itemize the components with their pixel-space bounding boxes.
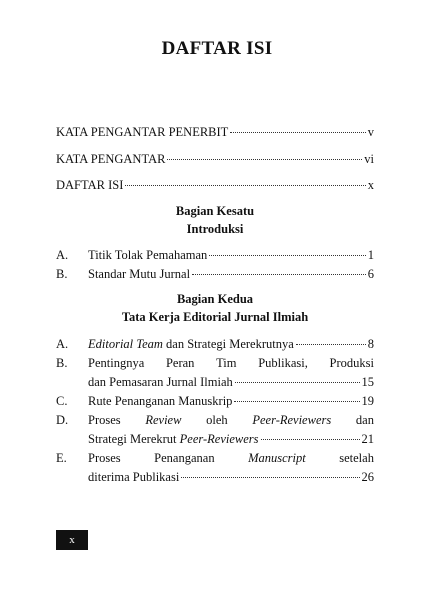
part1-subheading: Introduksi bbox=[186, 222, 244, 236]
toc-entry-page: 1 bbox=[367, 248, 374, 262]
toc-entry-editorial-team[interactable] bbox=[88, 336, 374, 352]
dot-leader bbox=[235, 381, 360, 383]
toc-entry-daftar-isi[interactable] bbox=[56, 177, 374, 193]
toc-entry-label: DAFTAR ISI bbox=[56, 178, 124, 192]
toc-entry-label: KATA PENGANTAR PENERBIT bbox=[56, 125, 229, 139]
toc-letter: E. bbox=[56, 451, 67, 465]
toc-entry-penanganan-manuscript[interactable] bbox=[88, 469, 374, 485]
toc-entry-label: Titik Tolak Pemahaman bbox=[88, 248, 208, 262]
toc-entry-label: KATA PENGANTAR bbox=[56, 152, 166, 166]
toc-entry-line1: Proses Review oleh Peer-Reviewers dan bbox=[88, 413, 374, 427]
toc-letter: A. bbox=[56, 248, 69, 262]
toc-entry-page: 19 bbox=[361, 394, 374, 408]
dot-leader bbox=[181, 476, 359, 478]
toc-letter: C. bbox=[56, 394, 68, 408]
toc-entry-rute[interactable] bbox=[88, 393, 374, 409]
toc-entry-page: v bbox=[367, 125, 374, 139]
toc-entry-kata-pengantar[interactable] bbox=[56, 151, 374, 167]
toc-letter: B. bbox=[56, 356, 68, 370]
dot-leader bbox=[167, 158, 362, 160]
toc-entry-page: 21 bbox=[361, 432, 374, 446]
toc-letter: A. bbox=[56, 337, 69, 351]
toc-entry-label: Standar Mutu Jurnal bbox=[88, 267, 191, 281]
dot-leader bbox=[230, 131, 365, 133]
dot-leader bbox=[192, 273, 366, 275]
toc-entry-page: 26 bbox=[361, 470, 374, 484]
toc-entry-kata-pengantar-penerbit[interactable] bbox=[56, 124, 374, 140]
part1-heading: Bagian Kesatu bbox=[175, 204, 255, 218]
toc-entry-label: Rute Penanganan Manuskrip bbox=[88, 394, 233, 408]
toc-entry-page: 6 bbox=[367, 267, 374, 281]
toc-entry-standar-mutu[interactable] bbox=[88, 266, 374, 282]
part2-subheading: Tata Kerja Editorial Jurnal Ilmiah bbox=[121, 310, 309, 324]
toc-entry-label: dan Pemasaran Jurnal Ilmiah bbox=[88, 375, 233, 389]
toc-letter: D. bbox=[56, 413, 69, 427]
toc-entry-page: x bbox=[367, 178, 374, 192]
toc-letter: B. bbox=[56, 267, 68, 281]
toc-entry-line1: Proses Penanganan Manuscript setelah bbox=[88, 451, 374, 465]
toc-entry-titik-tolak[interactable] bbox=[88, 247, 374, 263]
toc-entry-peran-tim[interactable] bbox=[88, 374, 374, 390]
toc-entry-label: Editorial Team dan Strategi Merekrutnya bbox=[88, 337, 294, 351]
page-title: DAFTAR ISI bbox=[161, 38, 273, 59]
page-number-badge: x bbox=[56, 530, 88, 550]
toc-entry-page: 15 bbox=[361, 375, 374, 389]
clipped-row bbox=[0, 266, 434, 282]
part2-heading: Bagian Kedua bbox=[176, 292, 254, 306]
dot-leader bbox=[125, 184, 365, 186]
toc-entry-label: diterima Publikasi bbox=[88, 470, 180, 484]
toc-entry-label: Strategi Merekrut Peer-Reviewers bbox=[88, 432, 259, 446]
dot-leader bbox=[296, 343, 366, 345]
toc-entry-proses-review[interactable] bbox=[88, 431, 374, 447]
toc-entry-page: 8 bbox=[367, 337, 374, 351]
dot-leader bbox=[209, 254, 365, 256]
toc-entry-line1: Pentingnya Peran Tim Publikasi, Produksi bbox=[88, 356, 374, 370]
dot-leader bbox=[234, 400, 359, 402]
toc-entry-page: vi bbox=[364, 152, 374, 166]
dot-leader bbox=[261, 438, 360, 440]
